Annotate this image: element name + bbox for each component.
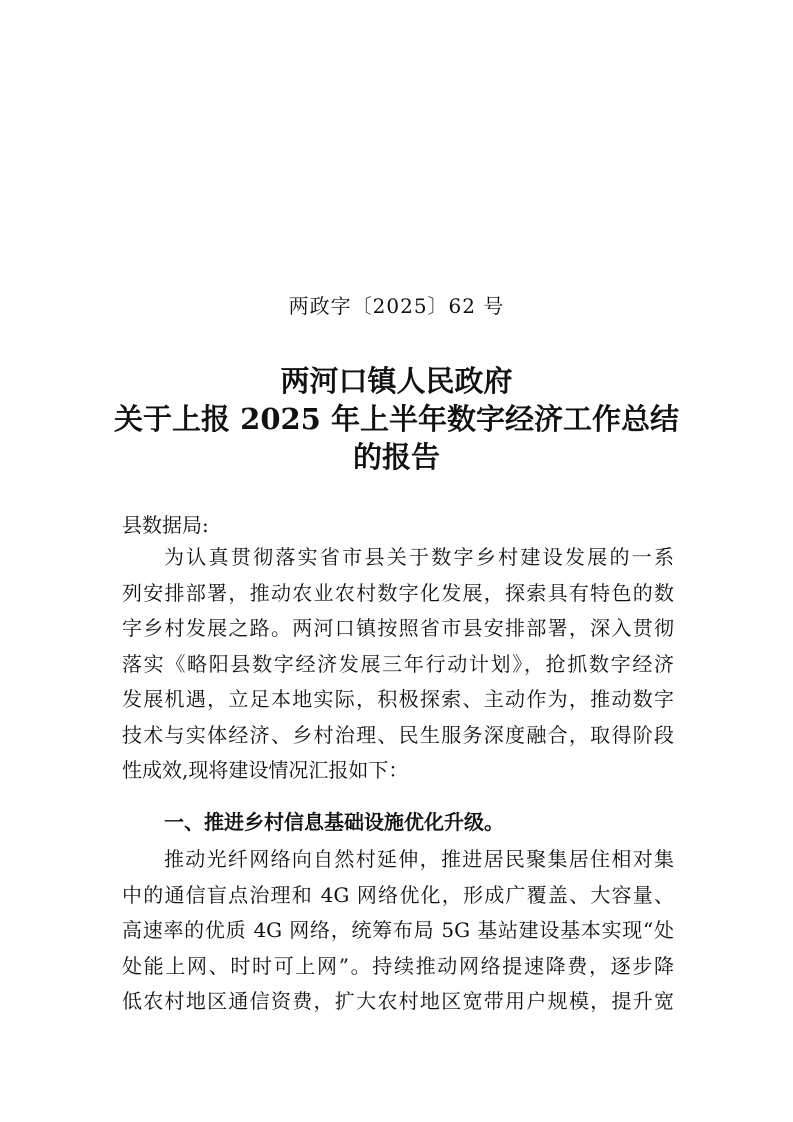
document-number: 两政字〔2025〕62 号	[288, 294, 505, 318]
title-line: 两河口镇人民政府	[280, 364, 513, 398]
title-line: 关于上报 2025 年上半年数字经济工作总结	[114, 402, 679, 436]
section1-paragraph	[122, 842, 674, 1020]
intro-paragraph	[122, 540, 674, 789]
paragraph-line: 推动光纤网络向自然村延伸，推进居民聚集居住相对集	[164, 847, 674, 871]
paragraph-line: 低农村地区通信资费，扩大农村地区宽带用户规模，提升宽	[122, 989, 674, 1013]
salutation: 县数据局:	[122, 513, 209, 537]
document-title	[0, 362, 793, 476]
paragraph-line: 落实《略阳县数字经济发展三年行动计划》，抢抓数字经济	[122, 651, 674, 676]
paragraph-line: 为认真贯彻落实省市县关于数字乡村建设发展的一系	[164, 545, 674, 569]
section-heading: 一、推进乡村信息基础设施优化升级。	[164, 810, 504, 834]
paragraph-line: 处能上网、时时可上网”。持续推动网络提速降费，逐步降	[122, 953, 674, 978]
title-line: 的报告	[352, 440, 440, 474]
paragraph-line: 列安排部署，推动农业农村数字化发展，探索具有特色的数	[122, 580, 674, 605]
paragraph-line: 技术与实体经济、乡村治理、民生服务深度融合，取得阶段	[122, 722, 674, 747]
paragraph-line: 发展机遇，立足本地实际，积极探索、主动作为，推动数字	[122, 687, 674, 711]
paragraph-line: 高速率的优质 4G 网络，统筹布局 5G 基站建设基本实现“处	[122, 918, 674, 942]
paragraph-line: 中的通信盲点治理和 4G 网络优化，形成广覆盖、大容量、	[122, 882, 674, 907]
paragraph-line: 字乡村发展之路。两河口镇按照省市县安排部署，深入贯彻	[122, 616, 674, 640]
paragraph-line: 性成效,现将建设情况汇报如下：	[122, 758, 409, 782]
